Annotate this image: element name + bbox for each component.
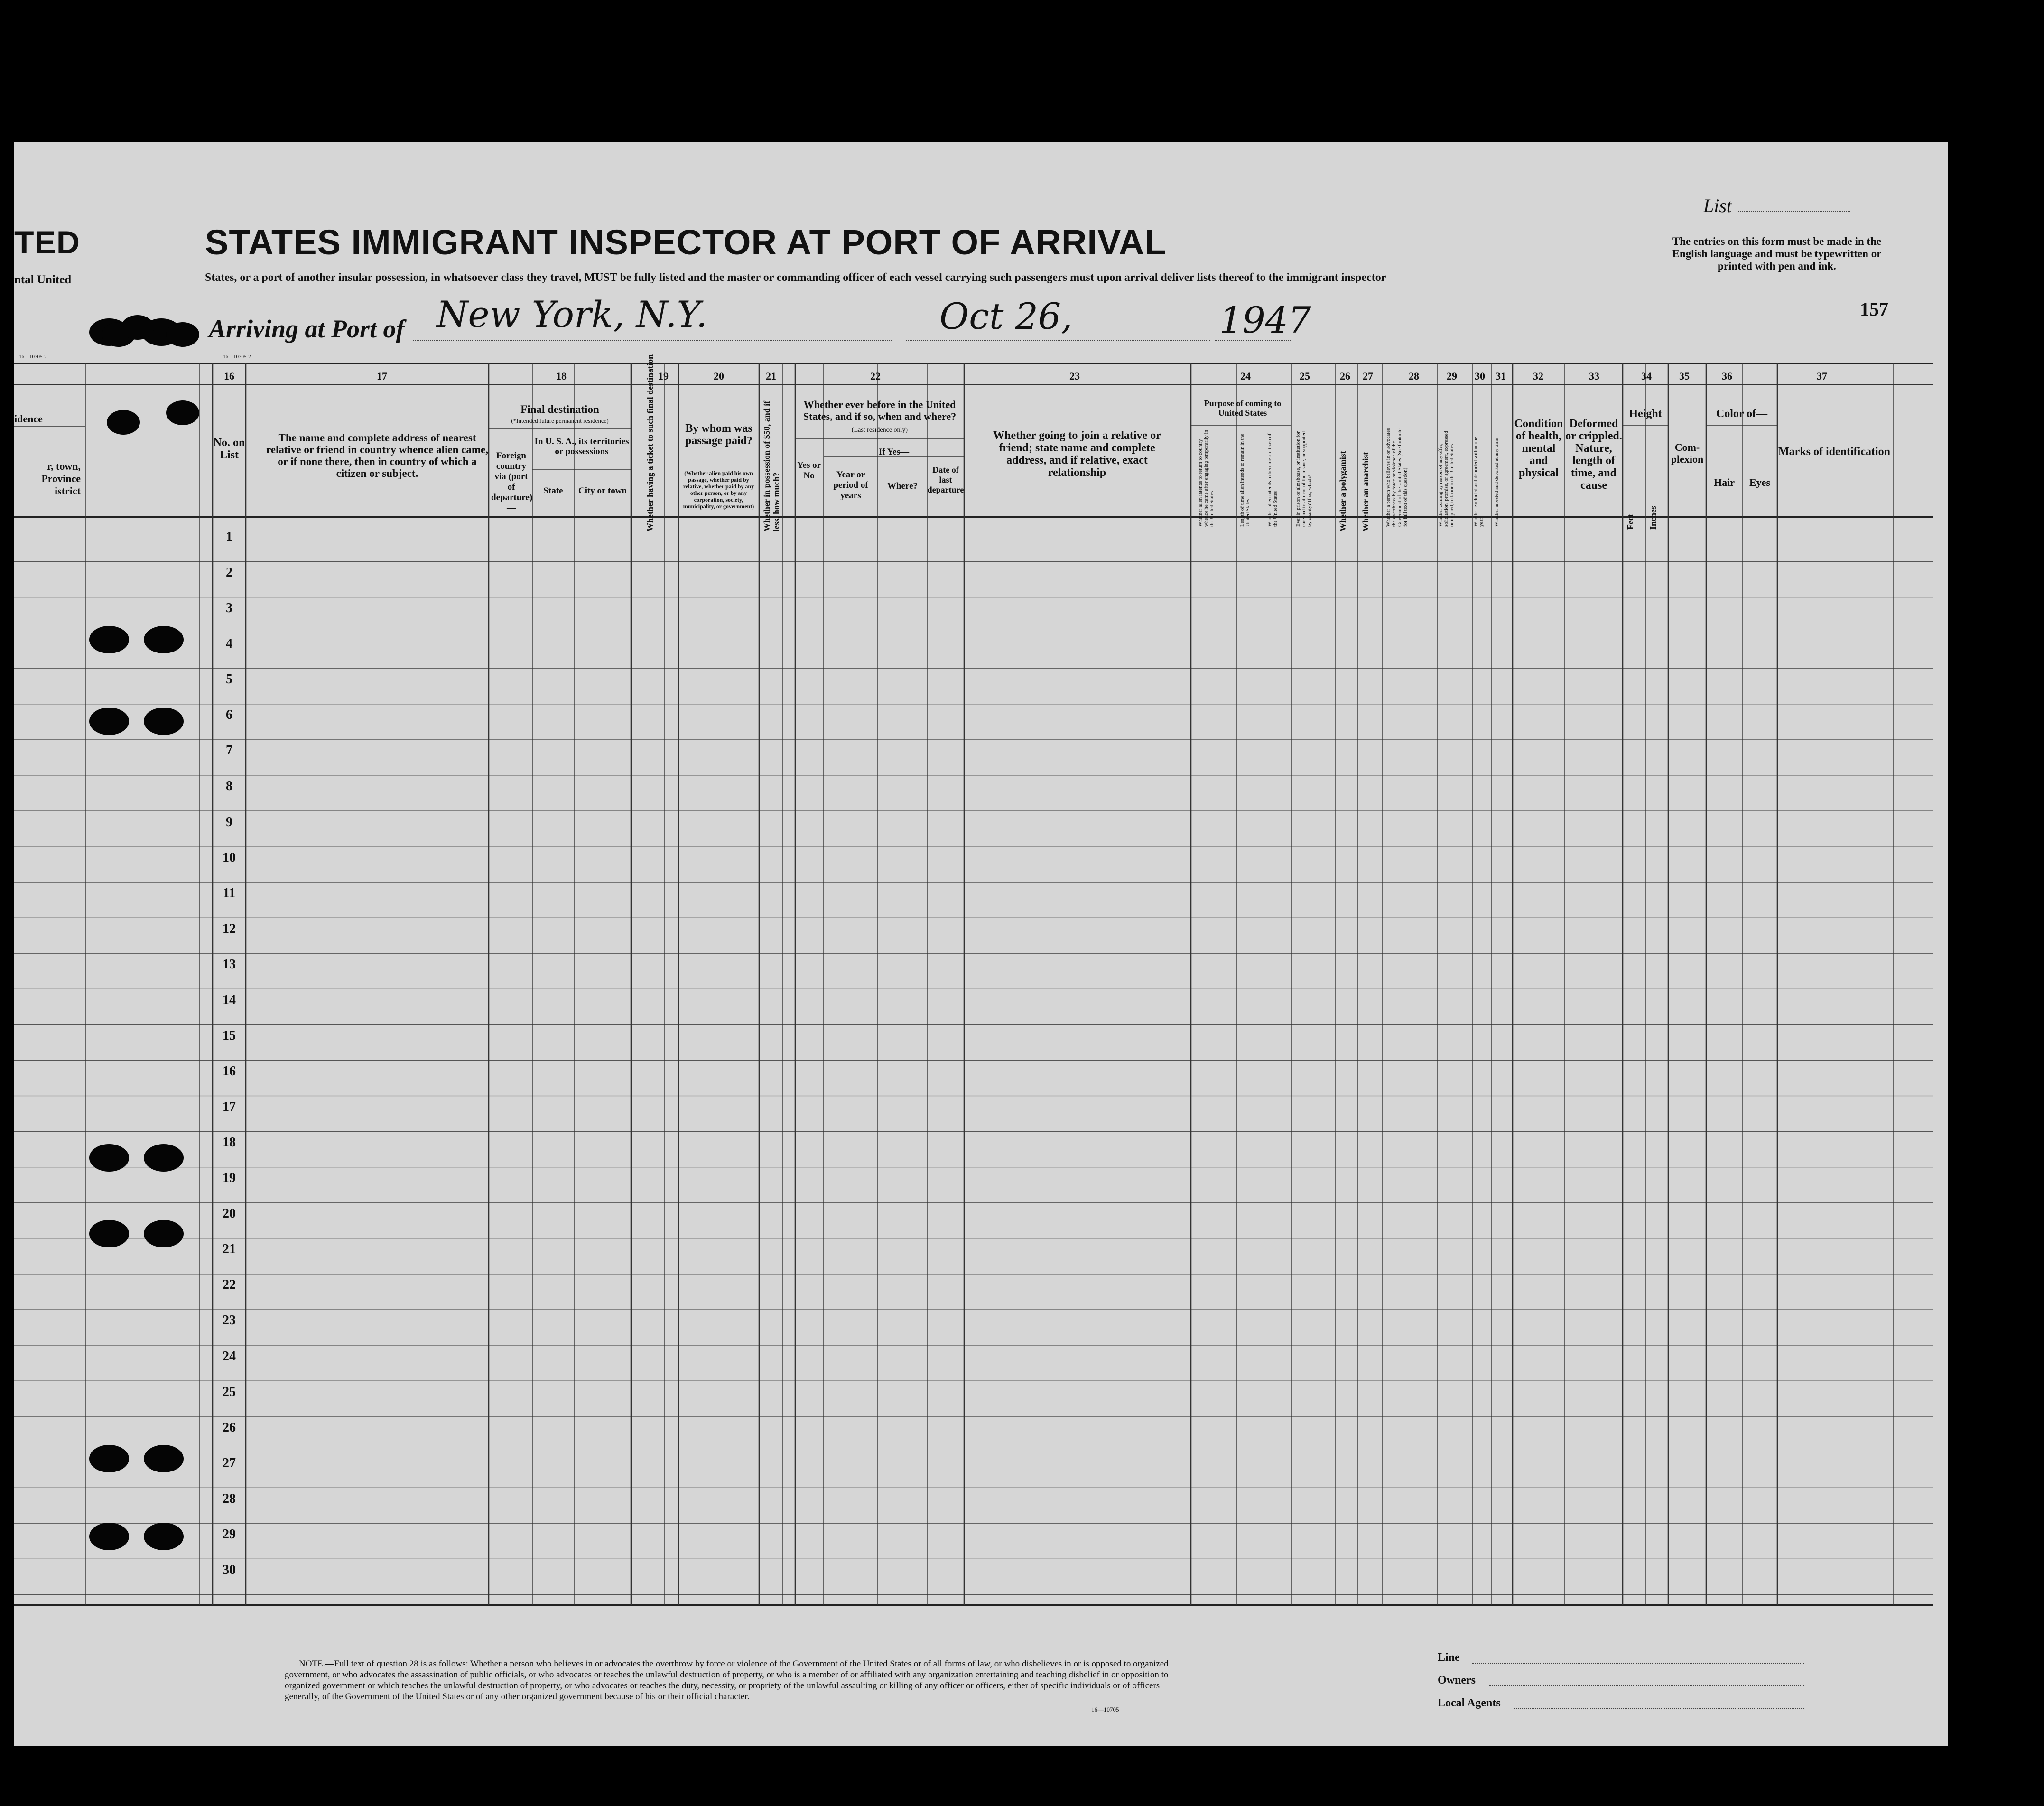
title-fragment: TED bbox=[14, 224, 80, 261]
col-29-label: Whether coming by reason of any offer, solicitation, promise, or agreement, expressed or implied, to labor in the United States bbox=[1438, 431, 1455, 527]
footer-agents-field bbox=[1514, 1708, 1804, 1709]
punch-hole bbox=[166, 400, 199, 425]
col-36-num: 36 bbox=[1722, 370, 1732, 382]
row-number: 2 bbox=[226, 565, 232, 580]
row-number: 23 bbox=[223, 1313, 236, 1328]
col-18-note: (*Intended future permanent residence) bbox=[511, 417, 609, 424]
date-handwritten: Oct 26, bbox=[939, 295, 1073, 337]
col-18-state: State bbox=[543, 486, 563, 496]
punch-hole bbox=[89, 1144, 129, 1172]
row-number: 9 bbox=[226, 814, 232, 829]
col-34-feet: Feet bbox=[1626, 514, 1635, 530]
punch-hole bbox=[89, 708, 129, 735]
col-28-label: Whether a person who believes in or advocates the overthrow by force or violence of the Government of the United States (See footnote for full text of this question) bbox=[1385, 428, 1408, 527]
col-22-date: Date of last departure bbox=[927, 465, 964, 494]
punch-hole bbox=[107, 410, 140, 435]
col-28-num: 28 bbox=[1409, 370, 1419, 382]
row-number: 14 bbox=[223, 992, 236, 1007]
col-24-a: Whether alien intends to return to country whence he came after engaging temporarily in the United States bbox=[1198, 429, 1215, 527]
punch-hole bbox=[144, 708, 184, 735]
entries-note: The entries on this form must be made in the English language and must be typewritten or printed with pen and ink. bbox=[1672, 235, 1882, 272]
col-22-ifyes: If Yes— bbox=[878, 447, 910, 457]
row-number: 18 bbox=[223, 1135, 236, 1150]
footer-line-label: Line bbox=[1438, 1651, 1460, 1664]
col-20-num: 20 bbox=[714, 370, 724, 382]
row-number: 5 bbox=[226, 672, 232, 687]
arriving-label: Arriving at Port of bbox=[209, 315, 405, 343]
row-number: 3 bbox=[226, 601, 232, 616]
row-number: 1 bbox=[226, 530, 232, 544]
row-number: 10 bbox=[223, 850, 236, 865]
col-26-label: Whether a polygamist bbox=[1338, 451, 1347, 531]
col-22-year: Year or period of years bbox=[833, 470, 868, 501]
manifest-sheet bbox=[14, 142, 1948, 1746]
row-number: 12 bbox=[223, 921, 236, 936]
footer-agents-label: Local Agents bbox=[1438, 1697, 1501, 1709]
col-24-label: Purpose of coming to United States bbox=[1204, 399, 1282, 418]
col-20-note: (Whether alien paid his own passage, whether paid by relative, whether paid by any other person, or by any corporation, society, municipality, or government) bbox=[683, 470, 754, 510]
col-31-label: Whether arrested and deported at any time bbox=[1494, 438, 1499, 527]
footer-owners-label: Owners bbox=[1438, 1674, 1476, 1686]
row-number: 25 bbox=[223, 1384, 236, 1399]
row-number: 24 bbox=[223, 1349, 236, 1364]
footer-owners-field bbox=[1489, 1685, 1804, 1686]
page-subtitle: States, or a port of another insular possession, in whatsoever class they travel, MUST be fully listed and the master or commanding officer of each vessel carrying such passengers must upon arrival deliver lists thereof to the immigrant inspector bbox=[205, 271, 1386, 284]
form-code-left: 16—10705-2 bbox=[19, 354, 47, 360]
port-handwritten: New York, N.Y. bbox=[437, 293, 708, 335]
subtitle-fragment: ntal United bbox=[14, 273, 72, 286]
col-35-num: 35 bbox=[1679, 370, 1690, 382]
page-number: 157 bbox=[1860, 298, 1888, 320]
footer-form-code: 16—10705 bbox=[1091, 1706, 1119, 1713]
punch-hole bbox=[89, 1523, 129, 1550]
col-26-num: 26 bbox=[1340, 370, 1350, 382]
row-number: 21 bbox=[223, 1242, 236, 1257]
col-19-label: Whether having a ticket to such final destination bbox=[645, 354, 655, 531]
col-20-label: By whom was passage paid? bbox=[685, 422, 753, 447]
row-number: 11 bbox=[223, 885, 236, 901]
col-23-num: 23 bbox=[1069, 370, 1080, 382]
col-18-city: City or town bbox=[578, 486, 627, 496]
row-number: 15 bbox=[223, 1028, 236, 1043]
col-22-label: Whether ever before in the United States, and if so, when and where? bbox=[803, 399, 957, 422]
col-21-num: 21 bbox=[766, 370, 776, 382]
left-town: r, town, bbox=[47, 460, 81, 472]
col-18-label: Final destination bbox=[520, 403, 599, 415]
col-22-note: (Last residence only) bbox=[851, 427, 908, 434]
col-23-label: Whether going to join a relative or friend; state name and complete address, and if relative, exact relationship bbox=[993, 429, 1161, 479]
left-residence: idence bbox=[14, 413, 43, 425]
row-number: 8 bbox=[226, 779, 232, 794]
col-24-num: 24 bbox=[1240, 370, 1251, 382]
row-number: 26 bbox=[223, 1420, 236, 1435]
col-21-label: Whether in possession of $50, and if less, how much? bbox=[762, 400, 781, 531]
row-number: 7 bbox=[226, 743, 232, 758]
col-25-label: Ever in prison or almshouse, or institution for care and treatment of the insane, or supported by charity? If so, which? bbox=[1295, 431, 1312, 527]
row-number: 27 bbox=[223, 1455, 236, 1471]
row-number: 16 bbox=[223, 1064, 236, 1079]
list-label: List bbox=[1703, 195, 1850, 217]
col-36-label: Color of— bbox=[1716, 408, 1768, 420]
col-18-usa: In U. S. A., its territories or possessions bbox=[534, 437, 629, 456]
punch-hole bbox=[144, 1144, 184, 1172]
left-province: Province bbox=[41, 473, 81, 484]
year-handwritten: 1947 bbox=[1219, 299, 1311, 341]
col-32-num: 32 bbox=[1533, 370, 1543, 382]
col-17-label: The name and complete address of nearest relative or friend in country whence alien came, or if none there, then in country of which a citizen or subject. bbox=[266, 432, 488, 479]
col-24-c: Whether alien intends to become a citizen of the United States bbox=[1267, 433, 1278, 527]
punch-hole bbox=[144, 626, 184, 653]
punch-hole bbox=[89, 626, 129, 653]
col-30-num: 30 bbox=[1475, 370, 1485, 382]
punch-hole bbox=[121, 315, 154, 340]
col-27-label: Whether an anarchist bbox=[1361, 452, 1370, 531]
col-22-where: Where? bbox=[887, 481, 918, 491]
footer-line-field bbox=[1472, 1663, 1804, 1664]
row-number: 19 bbox=[223, 1171, 236, 1186]
row-number: 4 bbox=[226, 636, 232, 652]
col-32-label: Condition of health, mental and physical bbox=[1514, 418, 1563, 479]
left-district: istrict bbox=[55, 485, 81, 497]
col-25-num: 25 bbox=[1300, 370, 1310, 382]
col-16-label: No. on List bbox=[213, 437, 245, 461]
row-number: 13 bbox=[223, 957, 236, 972]
row-number: 17 bbox=[223, 1099, 236, 1115]
punch-hole bbox=[144, 1445, 184, 1472]
footer-note: NOTE.—Full text of question 28 is as follows: Whether a person who believes in or advocates the overthrow by force or violence of the Government of the United States or of all forms of law, or who disbelieves in or is opposed to organized government, or who advocates the assassination of public officials, or who advocates or teaches the unlawful destruction of property, or who is a member of or affiliated with any organization entertaining and teaching disbelief in or opposition to organized government or which teaches the unlawful destruction of property, or who advocates or teaches the duty, necessity, or propriety of the unlawful assaulting or killing of any officer or officers, either of specific individuals or of officers generally, of the Government of the United States or of any other organized government because of his or their official character. bbox=[285, 1659, 1169, 1702]
punch-hole bbox=[89, 1220, 129, 1247]
row-number: 29 bbox=[223, 1527, 236, 1542]
col-16-num: 16 bbox=[224, 370, 234, 382]
col-35-label: Com-plexion bbox=[1671, 441, 1704, 465]
row-number: 20 bbox=[223, 1206, 236, 1221]
col-33-num: 33 bbox=[1589, 370, 1599, 382]
col-33-label: Deformed or crippled. Nature, length of time, and cause bbox=[1565, 418, 1622, 492]
col-18-foreign: Foreign country via (port of departure)— bbox=[491, 451, 533, 513]
col-29-num: 29 bbox=[1447, 370, 1457, 382]
col-27-num: 27 bbox=[1363, 370, 1373, 382]
punch-hole bbox=[144, 1523, 184, 1550]
col-22-num: 22 bbox=[870, 370, 881, 382]
punch-hole bbox=[89, 1445, 129, 1472]
col-37-num: 37 bbox=[1817, 370, 1827, 382]
col-34-inches: Inches bbox=[1648, 505, 1658, 530]
col-34-label: Height bbox=[1629, 408, 1662, 420]
row-number: 22 bbox=[223, 1277, 236, 1293]
row-number: 28 bbox=[223, 1491, 236, 1506]
col-24-b: Length of time alien intends to remain in the United States bbox=[1239, 433, 1251, 527]
col-36-hair: Hair bbox=[1714, 476, 1735, 488]
col-22-yesno: Yes or No bbox=[797, 460, 821, 481]
form-code-mid: 16—10705-2 bbox=[223, 354, 251, 360]
col-19-num: 19 bbox=[658, 370, 669, 382]
col-30-label: Whether excluded and deported within one year bbox=[1473, 437, 1484, 527]
punch-hole bbox=[166, 322, 199, 347]
col-17-num: 17 bbox=[377, 370, 387, 382]
page-title: STATES IMMIGRANT INSPECTOR AT PORT OF ARRIVAL bbox=[205, 223, 1167, 262]
col-31-num: 31 bbox=[1496, 370, 1506, 382]
col-34-num: 34 bbox=[1641, 370, 1652, 382]
row-number: 6 bbox=[226, 708, 232, 723]
row-number: 30 bbox=[223, 1562, 236, 1577]
manifest-grid bbox=[14, 142, 1948, 1746]
punch-hole bbox=[144, 1220, 184, 1247]
col-36-eyes: Eyes bbox=[1749, 476, 1770, 488]
col-37-label: Marks of identification bbox=[1778, 446, 1890, 458]
col-18-num: 18 bbox=[556, 370, 567, 382]
